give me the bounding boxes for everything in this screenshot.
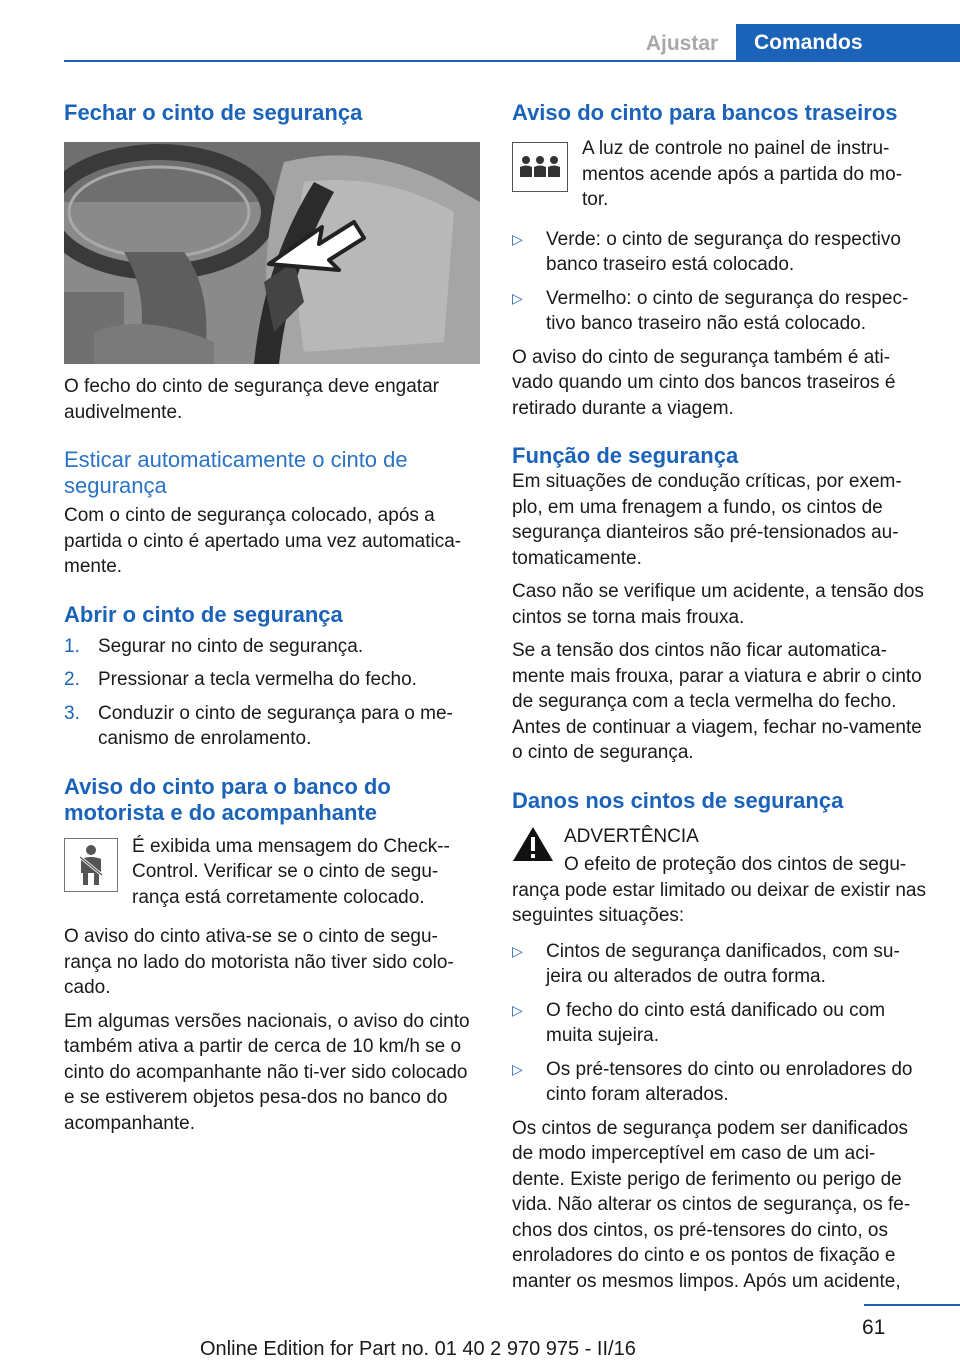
list-item: [64, 701, 480, 752]
step-number: 1.: [64, 635, 80, 657]
tab-comandos[interactable]: Comandos: [736, 24, 960, 62]
bullet-text: Cintos de segurança danificados, com su-jeira ou alterados de outra forma.: [546, 940, 900, 987]
triangle-bullet-icon: ▷: [512, 1060, 523, 1077]
paragraph-aviso-ativa: O aviso do cinto ativa-se se o cinto de segu-rança no lado do motorista não tiver sido colo-cado.: [64, 926, 454, 998]
paragraph-versoes-nacionais: Em algumas versões nacionais, o aviso do cinto também ativa a partir de cerca de 10 km/h se o cinto do acompanhante não ti-ver sido colocado e se estiverem objetos pesa-dos no banco do acompanhante.: [64, 1010, 470, 1134]
damage-list: [512, 939, 928, 1108]
triangle-bullet-icon: ▷: [512, 230, 523, 247]
paragraph-aviso-retirado: O aviso do cinto de segurança também é ati-vado quando um cinto dos bancos traseiros é retirado durante a viagem.: [512, 346, 896, 419]
section-title-aviso-motorista: Aviso do cinto para o banco do motorista e do acompanhante: [64, 773, 391, 825]
seatbelt-warning-row: [64, 834, 480, 911]
step-number: 3.: [64, 702, 80, 724]
section-title-esticar: Esticar automaticamente o cinto de segurança: [64, 447, 408, 498]
tab-ajustar[interactable]: Ajustar: [645, 32, 719, 55]
footer-rule: [864, 1304, 960, 1306]
bullet-text: Verde: o cinto de segurança do respectivo banco traseiro está colocado.: [546, 228, 901, 275]
warning-label: ADVERTÊNCIA: [564, 825, 699, 847]
list-item: [512, 227, 928, 278]
paragraph-danificados: Os cintos de segurança podem ser danificados de modo imperceptível em caso de um aci-dente. Existe perigo de ferimento ou perigo de vida. Não alterar os cintos de segurança, os fe-chos dos cintos, os pré-tensores do cinto, os enroladores do cinto e os pontos de fixação e manter os mesmos limpos. Após um acidente,: [512, 1117, 911, 1292]
triangle-bullet-icon: ▷: [512, 942, 523, 959]
list-item: [512, 1057, 928, 1108]
right-column: [512, 100, 928, 1294]
warning-text: rança pode estar limitado ou deixar de existir nas seguintes situações:: [512, 879, 927, 926]
paragraph-check-control: É exibida uma mensagem do Check--Control. Verificar se o cinto de segu-rança está corretamente colocado.: [132, 835, 450, 908]
step-text: Pressionar a tecla vermelha do fecho.: [98, 669, 417, 690]
seatbelt-person-icon: [64, 838, 118, 892]
section-title-aviso-traseiros: Aviso do cinto para bancos traseiros: [512, 100, 898, 125]
triangle-bullet-icon: ▷: [512, 289, 523, 306]
rear-status-list: [512, 227, 928, 337]
paragraph-fechar: O fecho do cinto de segurança deve engatar audivelmente.: [64, 376, 439, 423]
seatbelt-buckle-photo: [64, 142, 480, 364]
warning-first-line: O efeito de proteção dos cintos de segu-: [564, 854, 907, 875]
step-text: Conduzir o cinto de segurança para o me-canismo de enrolamento.: [98, 702, 453, 749]
bullet-text: Vermelho: o cinto de segurança do respec-tivo banco traseiro não está colocado.: [546, 287, 909, 334]
bullet-text: Os pré-tensores do cinto ou enroladores do cinto foram alterados.: [546, 1058, 913, 1105]
section-title-funcao: Função de segurança: [512, 443, 739, 468]
triangle-bullet-icon: ▷: [512, 1001, 523, 1018]
step-number: 2.: [64, 669, 80, 690]
paragraph-situacoes-criticas: Em situações de condução críticas, por exem-plo, em uma frenagem a fundo, os cintos de segurança dianteiros são pré-tensionados au-tomaticamente.: [512, 471, 902, 569]
rear-seats-icon: [512, 142, 568, 192]
section-title-fechar: Fechar o cinto de segurança: [64, 100, 363, 125]
warning-triangle-icon: [512, 826, 554, 862]
paragraph-luz-controle: A luz de controle no painel de instru-mentos acende após a partida do mo-tor.: [582, 138, 903, 210]
steps-list: [64, 634, 480, 752]
list-item: [64, 667, 480, 693]
paragraph-esticar: Com o cinto de segurança colocado, após a partida o cinto é apertado uma vez automatica-mente.: [64, 505, 462, 577]
section-title-abrir: Abrir o cinto de segurança: [64, 601, 343, 627]
rear-seatbelt-row: [512, 126, 928, 213]
bullet-text: O fecho do cinto está danificado ou com muita sujeira.: [546, 999, 886, 1046]
header-rule: [64, 60, 960, 62]
list-item: [64, 634, 480, 660]
section-title-danos: Danos nos cintos de segurança: [512, 787, 844, 813]
paragraph-tensao-frouxa: Caso não se verifique um acidente, a tensão dos cintos se torna mais frouxa.: [512, 581, 924, 628]
edition-footer: Online Edition for Part no. 01 40 2 970 975 - II/16: [200, 1338, 636, 1360]
list-item: [512, 998, 928, 1049]
warning-block: [512, 824, 928, 878]
list-item: [512, 939, 928, 990]
paragraph-parar-viatura: Se a tensão dos cintos não ficar automatica-mente mais frouxa, parar a viatura e abrir o cinto de segurança com a tecla vermelha do fecho. Antes de continuar a viagem, fechar no-vamente o cinto de segurança.: [512, 640, 922, 763]
page-number: 61: [862, 1316, 886, 1339]
left-column: [64, 100, 480, 1136]
step-text: Segurar no cinto de segurança.: [98, 635, 364, 657]
list-item: [512, 286, 928, 337]
